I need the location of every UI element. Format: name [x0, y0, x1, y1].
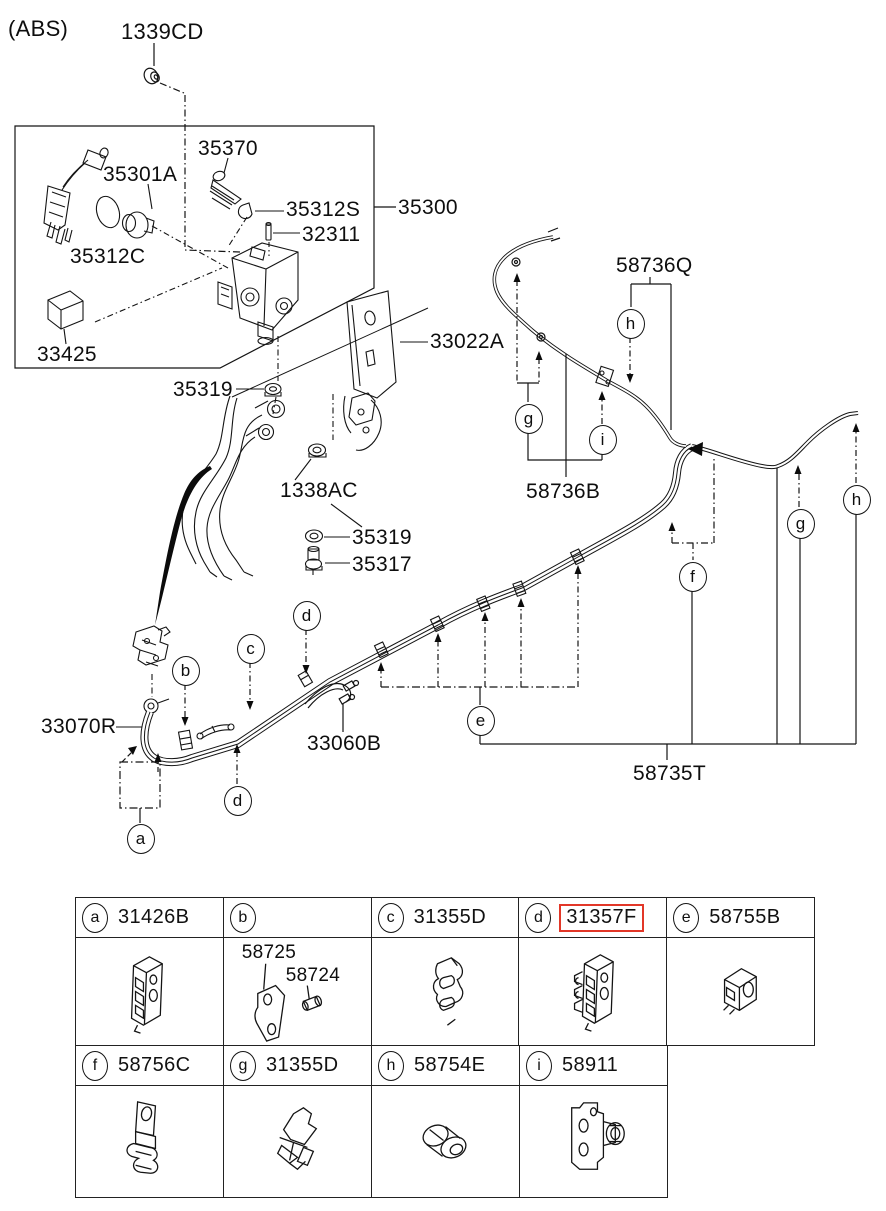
cell-part-c: 31355D — [413, 906, 487, 928]
tube-clamp-multi-icon — [76, 938, 223, 1045]
table-cell-f[interactable] — [76, 1046, 224, 1086]
part-label-58736b: 58736B — [526, 480, 601, 503]
icon-cell-h — [372, 1086, 520, 1198]
icon-cell-b — [224, 938, 372, 1046]
part-label-33070r: 33070R — [41, 715, 117, 738]
callout-g-left: g — [515, 404, 543, 434]
main-tube-runs — [144, 228, 858, 762]
part-label-1338ac: 1338AC — [280, 479, 358, 502]
part-label-35301a: 35301A — [103, 163, 178, 186]
icon-cell-g — [224, 1086, 372, 1198]
cell-part-a: 31426B — [118, 906, 190, 928]
callout-g-right: g — [787, 509, 815, 539]
icon-cell-a — [76, 938, 224, 1046]
system-label-abs: (ABS) — [8, 16, 69, 41]
part-label-1339cd: 1339CD — [121, 19, 204, 44]
cell-letter-g: g — [230, 1051, 256, 1081]
front-tube-assembly-33070r — [116, 626, 170, 727]
cell-letter-d: d — [525, 903, 551, 933]
tube-clip-block-icon — [667, 938, 814, 1045]
part-label-35317: 35317 — [352, 553, 412, 576]
part-label-35312c: 35312C — [70, 245, 146, 268]
cell-letter-h: h — [378, 1051, 404, 1081]
tube-holder-clip-icon — [372, 938, 519, 1045]
icon-cell-i — [520, 1086, 668, 1198]
part-label-32311: 32311 — [302, 223, 361, 246]
callout-h-right: h — [843, 485, 871, 515]
table-cell-c[interactable] — [372, 898, 520, 938]
callout-i: i — [589, 425, 617, 455]
grommet-icon — [372, 1086, 519, 1197]
part-label-58735t: 58735T — [633, 762, 707, 785]
table-cell-b[interactable] — [224, 898, 372, 938]
black-swoosh — [155, 466, 212, 625]
icon-cell-e — [667, 938, 815, 1046]
cell-part-g: 31355D — [266, 1054, 339, 1076]
cell-part-h: 58754E — [414, 1054, 486, 1076]
icon-cell-d — [519, 938, 667, 1046]
cell-part-f: 58756C — [118, 1054, 191, 1076]
part-label-33425: 33425 — [37, 343, 97, 366]
callout-connectors — [120, 273, 860, 823]
cell-part-e: 58755B — [709, 906, 781, 928]
tube-stub-b — [197, 724, 234, 739]
parts-table-lower — [75, 1045, 668, 1198]
part-label-33022a: 33022A — [430, 330, 505, 353]
table-cell-i[interactable] — [520, 1046, 668, 1086]
sub-part-label-58725: 58725 — [241, 942, 297, 963]
cell-letter-c: c — [378, 903, 404, 933]
cell-letter-e: e — [673, 903, 699, 933]
callout-e: e — [467, 706, 495, 736]
table-cell-g[interactable] — [224, 1046, 372, 1086]
cell-letter-a: a — [82, 903, 108, 933]
icon-cell-c — [372, 938, 520, 1046]
callout-a: a — [127, 824, 155, 854]
connector-bracket-icon — [520, 1086, 667, 1197]
hose-33060b — [305, 681, 359, 733]
sub-part-label-58724: 58724 — [285, 965, 341, 986]
part-label-35300: 35300 — [398, 196, 458, 219]
cell-part-i: 58911 — [562, 1054, 619, 1076]
callout-h-upper: h — [617, 309, 645, 339]
table-cell-a[interactable] — [76, 898, 224, 938]
table-cell-d-highlighted[interactable] — [519, 898, 667, 938]
parts-table-upper — [75, 897, 815, 1046]
part-label-35312s: 35312S — [286, 198, 361, 221]
brake-tube-bracket-icon — [76, 1086, 223, 1197]
cell-part-d-highlight: 31357F — [559, 904, 643, 932]
cell-letter-b: b — [230, 903, 256, 933]
front-hoses-and-fittings — [182, 336, 362, 580]
icon-cell-f — [76, 1086, 224, 1198]
part-label-35370: 35370 — [198, 137, 258, 160]
callout-b: b — [172, 656, 200, 686]
part-label-35319-upper: 35319 — [173, 378, 233, 401]
tube-holder-clip-icon — [224, 1086, 371, 1197]
callout-c: c — [237, 634, 265, 664]
callout-f: f — [679, 562, 707, 592]
part-label-35319-lower: 35319 — [352, 526, 412, 549]
callout-d-lower: d — [224, 786, 252, 816]
table-cell-e[interactable] — [667, 898, 815, 938]
tube-clamp-stack-icon — [519, 938, 666, 1045]
callout-d-upper: d — [293, 601, 321, 631]
table-cell-h[interactable] — [372, 1046, 520, 1086]
cell-letter-i: i — [526, 1051, 552, 1081]
part-label-33060b: 33060B — [307, 732, 382, 755]
part-label-58736q: 58736Q — [616, 254, 693, 277]
cell-letter-f: f — [82, 1051, 108, 1081]
